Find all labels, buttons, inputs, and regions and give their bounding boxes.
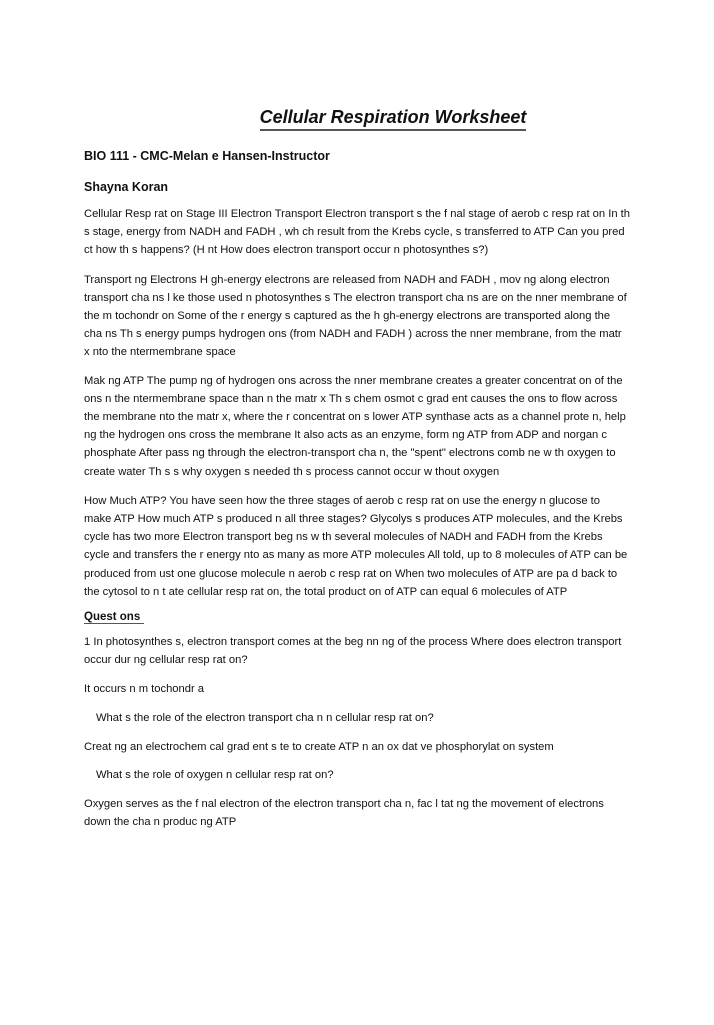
paragraph-making-atp: Mak ng ATP The pump ng of hydrogen ons across the nner membrane creates a greater concentrat on of the ons n the ntermembrane space than n the matr x Th s chem osmot c grad ent causes the ons to flow across the membrane nto the matr x, where the r concentrat on s lower ATP synthase acts as a channel prote n, help ng the hydrogen ons cross the membrane It also acts as an enzyme, form ng ATP from ADP and norgan c phosphate After pass ng through the electron-transport cha n, the "spent" electrons comb ne w th oxygen to create water Th s s why oxygen s needed th s process cannot occur w thout oxygen bbox=[84, 374, 626, 478]
question-2: What s the role of the electron transport cha n n cellular resp rat on? bbox=[96, 711, 434, 724]
course-line: BIO 111 - CMC-Melan e Hansen-Instructor bbox=[84, 149, 330, 163]
question-3: What s the role of oxygen n cellular resp rat on? bbox=[96, 769, 334, 782]
paragraph-stage-iii: Cellular Resp rat on Stage III Electron Transport Electron transport s the f nal stage of aerob c resp rat on In th s stage, energy from NADH and FADH , wh ch result from the Krebs cycle, s transferred to ATP Can you pred ct how th s happens? (H nt How does electron transport occur n photosynthes s?) bbox=[84, 208, 630, 257]
question-1: 1 In photosynthes s, electron transport comes at the beg nn ng of the process Where does electron transport occur dur ng cellular resp rat on? bbox=[84, 636, 622, 667]
paragraph-transporting-electrons: Transport ng Electrons H gh-energy electrons are released from NADH and FADH , mov ng along electron transport cha ns l ke those used n photosynthes s The electron transport cha ns are on the nner membrane of the m tochondr on Some of the r energy s captured as the h gh-energy electrons are transported along the cha ns Th s energy pumps hydrogen ons (from NADH and FADH ) across the nner membrane, from the matr x nto the ntermembrane space bbox=[84, 273, 627, 359]
answer-2: Creat ng an electrochem cal grad ent s te to create ATP n an ox dat ve phosphorylat on system bbox=[84, 740, 554, 753]
page-title: Cellular Respiration Worksheet bbox=[260, 107, 527, 131]
answer-1: It occurs n m tochondr a bbox=[84, 683, 205, 696]
title-wrap bbox=[84, 107, 630, 133]
questions-heading: Quest ons bbox=[84, 611, 144, 624]
answer-3: Oxygen serves as the f nal electron of the electron transport cha n, fac l tat ng the movement of electrons down the cha n produc ng ATP bbox=[84, 798, 604, 829]
worksheet-page bbox=[0, 107, 714, 1025]
paragraph-how-much-atp: How Much ATP? You have seen how the three stages of aerob c resp rat on use the energy n glucose to make ATP How much ATP s produced n all three stages? Glycolys s produces ATP molecules, and the Krebs cycle has two more Electron transport beg ns w th several molecules of NADH and FADH from the Krebs cycle and transfers the r energy nto as many as more ATP molecules All told, up to 8 molecules of ATP can be produced from ust one glucose molecule n aerob c resp rat on When two molecules of ATP are pa d back to the cytosol to n t ate cellular resp rat on, the total product on of ATP can equal 6 molecules of ATP bbox=[84, 494, 628, 598]
student-name: Shayna Koran bbox=[84, 180, 169, 194]
